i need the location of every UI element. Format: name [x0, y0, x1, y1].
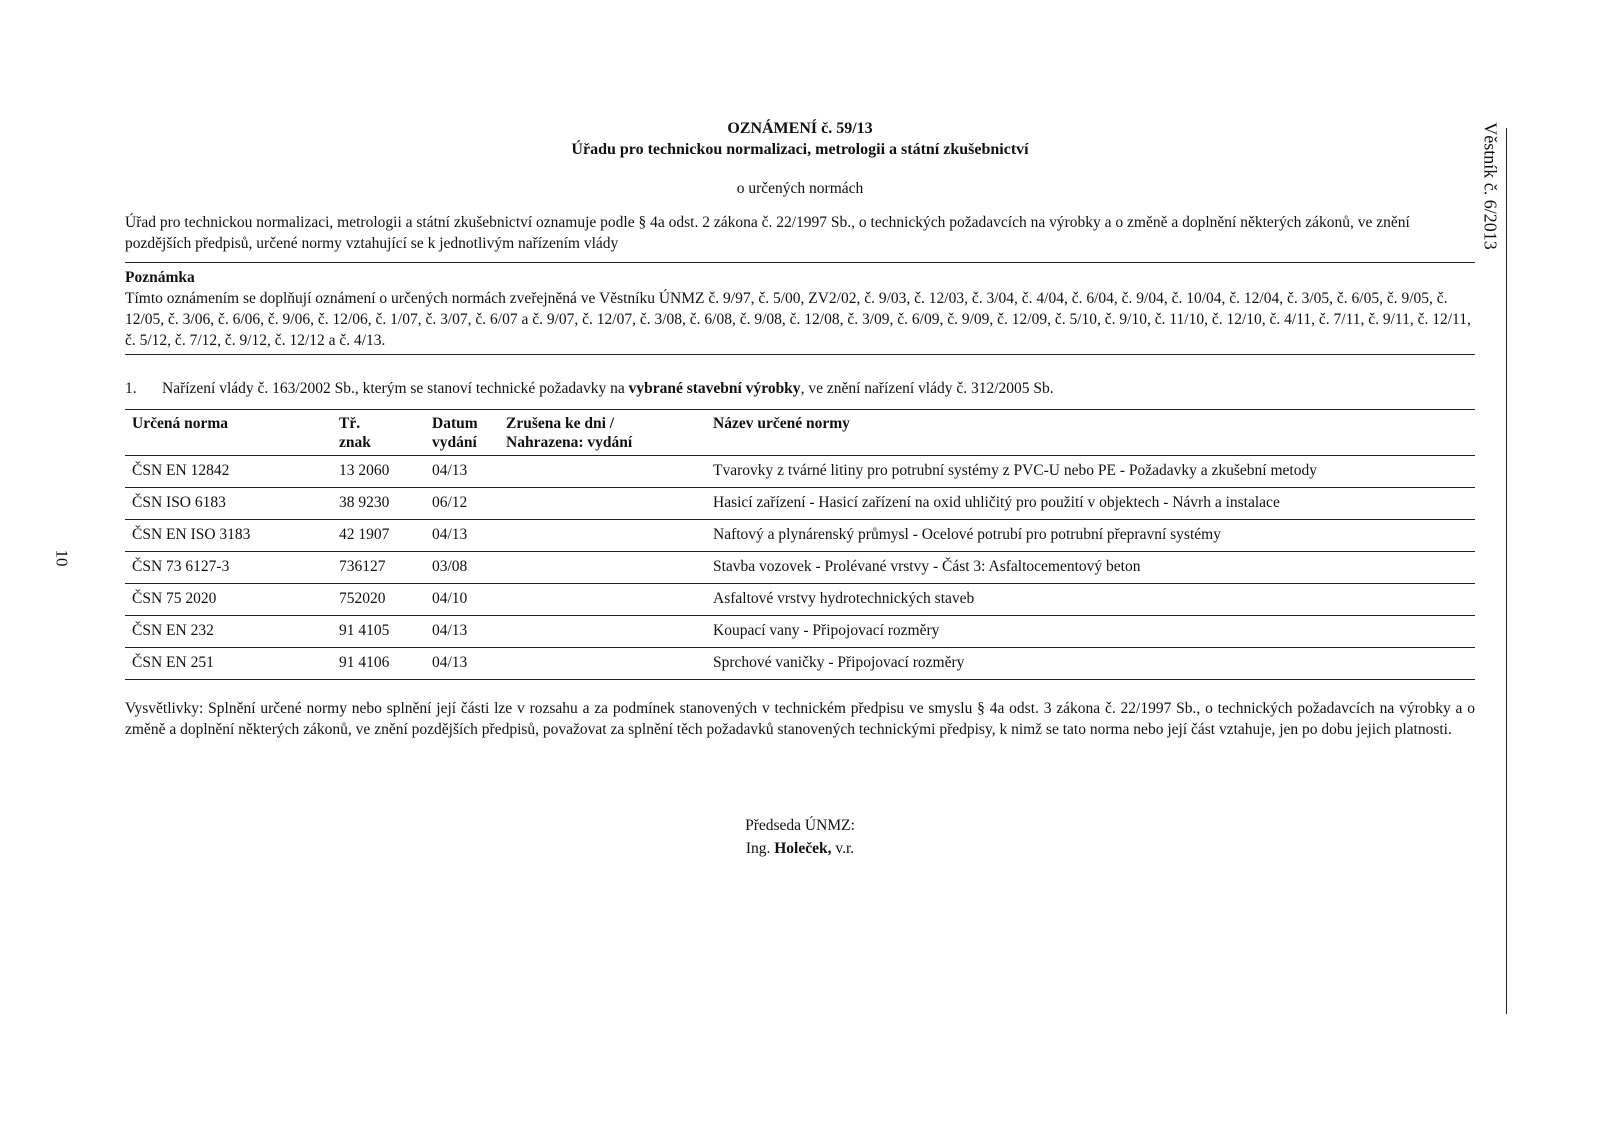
cell-name: Hasicí zařízení - Hasicí zařízení na oxid uhličitý pro použití v objektech - Návrh a instalace	[706, 488, 1475, 520]
cell-class: 91 4106	[332, 648, 425, 680]
cell-date: 03/08	[425, 552, 499, 584]
side-divider	[1506, 128, 1507, 1014]
norms-table	[125, 409, 1475, 680]
cell-norm: ČSN ISO 6183	[125, 488, 332, 520]
regulation-text-before: Nařízení vlády č. 163/2002 Sb., kterým se stanoví technické požadavky na	[162, 380, 629, 397]
cell-cancel	[499, 648, 706, 680]
table-row	[125, 456, 1475, 488]
signature-role: Předseda ÚNMZ:	[745, 817, 855, 834]
table-row	[125, 552, 1475, 584]
table-row	[125, 648, 1475, 680]
header-date-line1: Datum	[432, 415, 478, 432]
header-cancel	[499, 410, 706, 456]
signature-name: Holeček,	[774, 840, 832, 857]
cell-cancel	[499, 520, 706, 552]
page-number: 10	[52, 549, 72, 567]
cell-class: 13 2060	[332, 456, 425, 488]
note-block	[125, 262, 1475, 355]
cell-date: 06/12	[425, 488, 499, 520]
announcement-issuer: Úřadu pro technickou normalizaci, metrologii a státní zkušebnictví	[571, 141, 1029, 158]
cell-date: 04/10	[425, 584, 499, 616]
cell-norm: ČSN 73 6127-3	[125, 552, 332, 584]
table-row	[125, 520, 1475, 552]
announcement-subject: o určených normách	[736, 180, 864, 197]
header-date	[425, 410, 499, 456]
table-header-row	[125, 410, 1475, 456]
table-row	[125, 584, 1475, 616]
regulation-number: 1.	[125, 380, 137, 397]
note-text: Tímto oznámením se doplňují oznámení o určených normách zveřejněná ve Věstníku ÚNMZ č. 9/97, č. 5/00, ZV2/02, č. 9/03, č. 12/03, č. 3/04, č. 4/04, č. 6/04, č. 9/04, č. 10/04, č. 12/04, č. 3/05, č. 6/05, č. 9/05, č. 12/05, č. 3/06, č. 6/06, č. 9/06, č. 12/06, č. 1/07, č. 3/07, č. 6/07 a č. 9/07, č. 12/07, č. 3/08, č. 6/08, č. 9/08, č. 12/08, č. 3/09, č. 6/09, č. 9/09, č. 12/09, č. 5/10, č. 9/10, č. 11/10, č. 12/10, č. 4/11, č. 7/11, č. 9/11, č. 12/11, č. 5/12, č. 7/12, č. 9/12, č. 12/12 a č. 4/13.	[125, 290, 1471, 349]
signature-prefix: Ing.	[745, 840, 775, 857]
header-class	[332, 410, 425, 456]
cell-class: 736127	[332, 552, 425, 584]
cell-date: 04/13	[425, 520, 499, 552]
cell-name: Naftový a plynárenský průmysl - Ocelové potrubí pro potrubní přepravní systémy	[706, 520, 1475, 552]
cell-class: 91 4105	[332, 616, 425, 648]
note-title: Poznámka	[125, 269, 195, 286]
cell-cancel	[499, 616, 706, 648]
cell-norm: ČSN 75 2020	[125, 584, 332, 616]
table-row	[125, 488, 1475, 520]
regulation-heading	[125, 379, 1475, 399]
cell-date: 04/13	[425, 648, 499, 680]
cell-name: Koupací vany - Připojovací rozměry	[706, 616, 1475, 648]
cell-date: 04/13	[425, 616, 499, 648]
table-row	[125, 616, 1475, 648]
header-cancel-line2: Nahrazena: vydání	[506, 434, 633, 451]
journal-issue-text: Věstník č. 6/2013	[1480, 122, 1501, 250]
document-body	[125, 118, 1475, 860]
header-norm: Určená norma	[125, 410, 332, 456]
cell-norm: ČSN EN 12842	[125, 456, 332, 488]
header-name: Název určené normy	[706, 410, 1475, 456]
regulation-text-after: , ve znění nařízení vlády č. 312/2005 Sb.	[800, 380, 1054, 397]
cell-name: Tvarovky z tvárné litiny pro potrubní systémy z PVC-U nebo PE - Požadavky a zkušební metody	[706, 456, 1475, 488]
regulation-text-bold: vybrané stavební výrobky	[628, 380, 801, 397]
signature-block	[125, 814, 1475, 860]
cell-name: Sprchové vaničky - Připojovací rozměry	[706, 648, 1475, 680]
cell-name: Asfaltové vrstvy hydrotechnických staveb	[706, 584, 1475, 616]
explanation-paragraph: Vysvětlivky: Splnění určené normy nebo splnění její části lze v rozsahu a za podmínek stanovených v technickém předpisu ve smyslu § 4a odst. 3 zákona č. 22/1997 Sb., o technických požadavcích na výrobky a o změně a doplnění některých zákonů, ve znění pozdějších předpisů, považovat za splnění těch požadavků stanovených technickými předpisy, k nimž se tato norma nebo její část vztahuje, jen po dobu jejich platnosti.	[125, 700, 1475, 738]
cell-cancel	[499, 456, 706, 488]
intro-paragraph: Úřad pro technickou normalizaci, metrologii a státní zkušebnictví oznamuje podle § 4a odst. 2 zákona č. 22/1997 Sb., o technických požadavcích na výrobky a o změně a doplnění některých zákonů, ve znění pozdějších předpisů, určené normy vztahující se k jednotlivým nařízením vlády	[125, 214, 1410, 252]
cell-date: 04/13	[425, 456, 499, 488]
cell-class: 752020	[332, 584, 425, 616]
cell-name: Stavba vozovek - Prolévané vrstvy - Část 3: Asfaltocementový beton	[706, 552, 1475, 584]
cell-norm: ČSN EN 232	[125, 616, 332, 648]
cell-norm: ČSN EN 251	[125, 648, 332, 680]
header-class-line2: znak	[339, 434, 371, 451]
header-date-line2: vydání	[432, 434, 477, 451]
signature-suffix: v.r.	[831, 840, 855, 857]
cell-cancel	[499, 584, 706, 616]
header-cancel-line1: Zrušena ke dni /	[506, 415, 615, 432]
cell-cancel	[499, 552, 706, 584]
signature-line	[125, 837, 1475, 860]
cell-class: 42 1907	[332, 520, 425, 552]
header-class-line1: Tř.	[339, 415, 361, 432]
announcement-title: OZNÁMENÍ č. 59/13	[727, 120, 873, 137]
cell-class: 38 9230	[332, 488, 425, 520]
cell-norm: ČSN EN ISO 3183	[125, 520, 332, 552]
cell-cancel	[499, 488, 706, 520]
